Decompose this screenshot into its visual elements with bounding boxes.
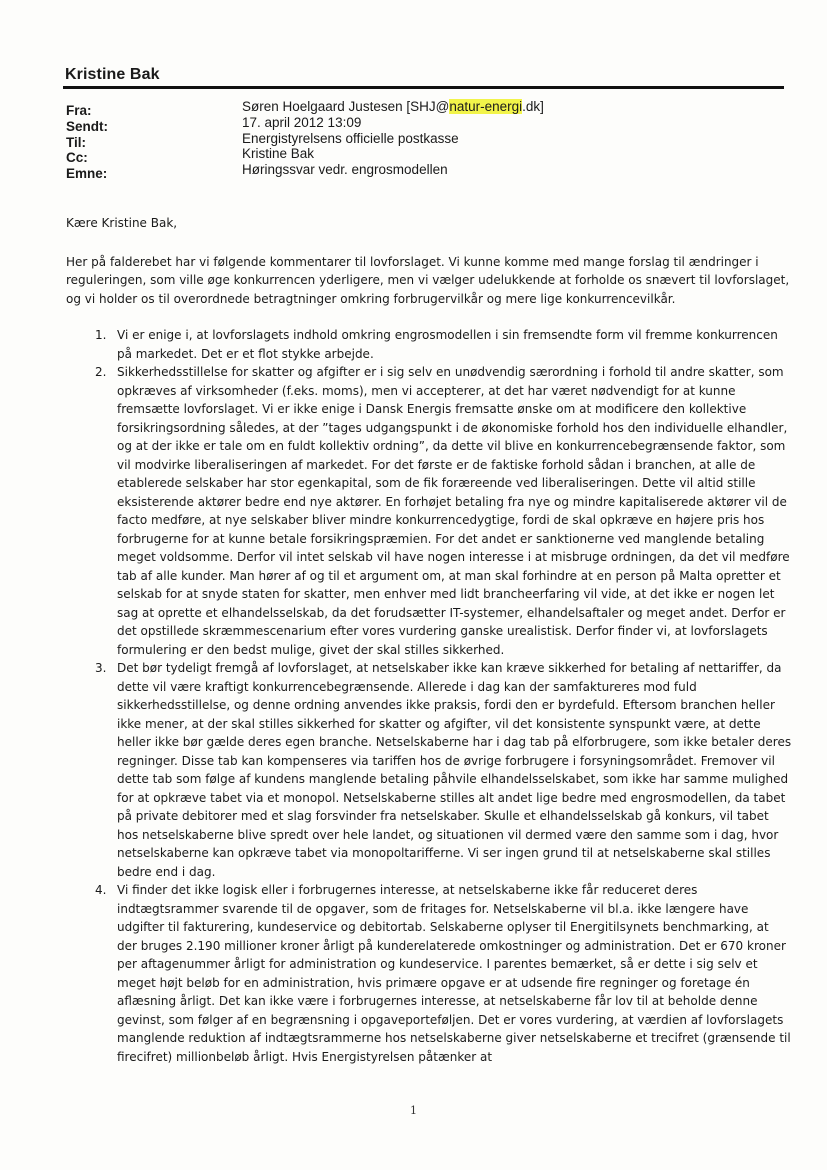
from-value-prefix: Søren Hoelgaard Justesen [SHJ@ <box>242 99 450 114</box>
list-item <box>66 326 792 363</box>
subject-label: Emne: <box>66 166 108 182</box>
list-item-number: 1. <box>95 328 107 342</box>
list-item-number: 3. <box>95 661 107 675</box>
cc-value: Kristine Bak <box>242 146 315 162</box>
sent-label: Sendt: <box>66 118 108 134</box>
header-divider <box>63 86 784 89</box>
list-item-text: Det bør tydeligt fremgå af lovforslaget, at netselskaber ikke kan kræve sikkerhed for betaling af nettariffer, da dette vil være kraftigt konkurrencebegrænsende. Allerede i dag kan der samfaktureres mod fuld sikkerhedsstillelse, og denne ordning anvendes ikke praksis, fordi den er byrdefuld. Eftersom branchen heller ikke mener, at der skal stilles sikkerhed for skatter og afgifter, vil det konsistente synspunkt være, at dette heller ikke bør gælde deres egen branche. Netselskaberne har i dag tab på elforbrugere, som ikke betaler deres regninger. Disse tab kan kompenseres via tariffen hos de øvrige forbrugere i forsyningsområdet. Fremover vil dette tab som følge af kundens manglende betaling påhvile elhandelsselskabet, som ikke har samme mulighed for at opkræve tabet via et monopol. Netselskaberne stilles alt andet lige bedre med engrosmodellen, da tabet på private debitorer med et slag forsvinder fra netselskaber. Skulle et elhandelsselskab gå konkurs, vil tabet hos netselskaberne blive spredt over hele landet, og situationen vil dermed være den samme som i dag, hvor netselskaberne kan opkræve tabet via monopoltarifferne. Vi ser ingen grund til at netselskaberne skal stilles bedre end i dag. <box>117 661 792 879</box>
comment-list <box>66 326 792 1066</box>
list-item-text: Sikkerhedsstillelse for skatter og afgifter er i sig selv en unødvendig særordning i forhold til andre skatter, som opkræves af virksomheder (f.eks. moms), men vi accepterer, at det har været nødvendigt for at kunne fremsætte lovforslaget. Vi er ikke enige i Dansk Energis fremsatte ønske om at modificere den kollektive forsikringsordning således, at der ”tages udgangspunkt i de økonomiske forhold hos den individuelle elhandler, og at der ikke er tale om en fuldt kollektiv ordning”, da dette vil blive en konkurrencebegrænsende faktor, som vil modvirke liberaliseringen af markedet. For det første er de faktiske forhold sådan i branchen, at alle de etablerede selskaber har stor egenkapital, som de fik foræreende ved liberaliseringen. Dette vil altid stille eksisterende aktører bedre end nye aktører. En forhøjet betaling fra nye og mindre kapitaliserede aktører vil de facto medføre, at nye selskaber bliver mindre konkurrencedygtige, fordi de skal opkræve en højere pris hos forbrugerne for at kunne betale forsikringspræmien. For det andet er sanktionerne ved manglende betaling meget voldsomme. Derfor vil intet selskab vil have nogen interesse i at misbruge ordningen, da det vil medføre tab af alle kunder. Man hører af og til et argument om, at man skal forhindre at en person på Malta opretter et selskab for at snyde staten for skatter, men enhver med lidt brancheerfaring vil vide, at det ikke er nogen let sag at oprette et elhandelsselskab, da det forudsætter IT-systemer, elhandelsaftaler og meget andet. Derfor er det opstillede skræmmescenarium efter vores vurdering ganske urealistisk. Derfor finder vi, at lovforslagets formulering er den bedst mulige, givet der skal stilles sikkerhed. <box>117 365 790 657</box>
email-header-values <box>242 99 544 178</box>
intro-paragraph: Her på falderebet har vi følgende kommentarer til lovforslaget. Vi kunne komme med mange forslag til ændringer i reguleringen, som ville øge konkurrencen yderligere, men vi vælger udelukkende at forholde os snævert til lovforslaget, og vi holder os til overordnede betragtninger omkring forbrugervilkår og mere lige konkurrencevilkår. <box>66 254 790 306</box>
subject-value: Høringssvar vedr. engrosmodellen <box>242 162 448 178</box>
to-label: Til: <box>66 134 86 150</box>
sent-value: 17. april 2012 13:09 <box>242 114 362 130</box>
to-value: Energistyrelsens officielle postkasse <box>242 130 459 146</box>
page-number: 1 <box>410 1104 417 1117</box>
list-item-number: 2. <box>95 365 107 379</box>
from-value <box>242 99 544 115</box>
from-value-suffix: .dk] <box>522 99 544 114</box>
list-item-text: Vi finder det ikke logisk eller i forbrugernes interesse, at netselskaberne ikke får reduceret deres indtægtsrammer svarende til de opgaver, som de fritages for. Netselskaberne vil bl.a. ikke længere have udgifter til fakturering, kundeservice og debitortab. Selskaberne oplyser til Energitilsynets benchmarking, at der bruges 2.190 millioner kroner årligt på kunderelaterede omkostninger og administration. Det er 670 kroner per aftagenummer årligt for administration og kundeservice. I parentes bemærket, så er dette i sig selv et meget højt beløb for en administration, hvis primære opgave er at udsende fire regninger og foretage én aflæsning årligt. Det kan ikke være i forbrugernes interesse, at netselskaberne får lov til at beholde denne gevinst, som følger af en begrænsning i opgaveporteføljen. Det er vores vurdering, at værdien af lovforslagets manglende reduktion af indtægtsrammerne hos netselskaberne giver netselskaberne et trecifret (grænsende til firecifret) millionbeløb årligt. Hvis Energistyrelsen påtænker at <box>117 883 791 1064</box>
cc-label: Cc: <box>66 150 88 166</box>
email-header-labels <box>66 103 108 182</box>
highlighted-domain: natur-energi <box>449 99 523 114</box>
salutation: Kære Kristine Bak, <box>66 216 178 230</box>
list-item-text: Vi er enige i, at lovforslagets indhold omkring engrosmodellen i sin fremsendte form vil fremme konkurrencen på markedet. Det er et flot stykke arbejde. <box>117 328 778 361</box>
list-item <box>66 363 792 659</box>
email-body <box>66 214 792 1066</box>
list-item <box>66 881 792 1066</box>
list-item-number: 4. <box>95 883 107 897</box>
from-label: Fra: <box>66 103 92 118</box>
list-item <box>66 659 792 881</box>
recipient-name-heading: Kristine Bak <box>65 66 160 83</box>
